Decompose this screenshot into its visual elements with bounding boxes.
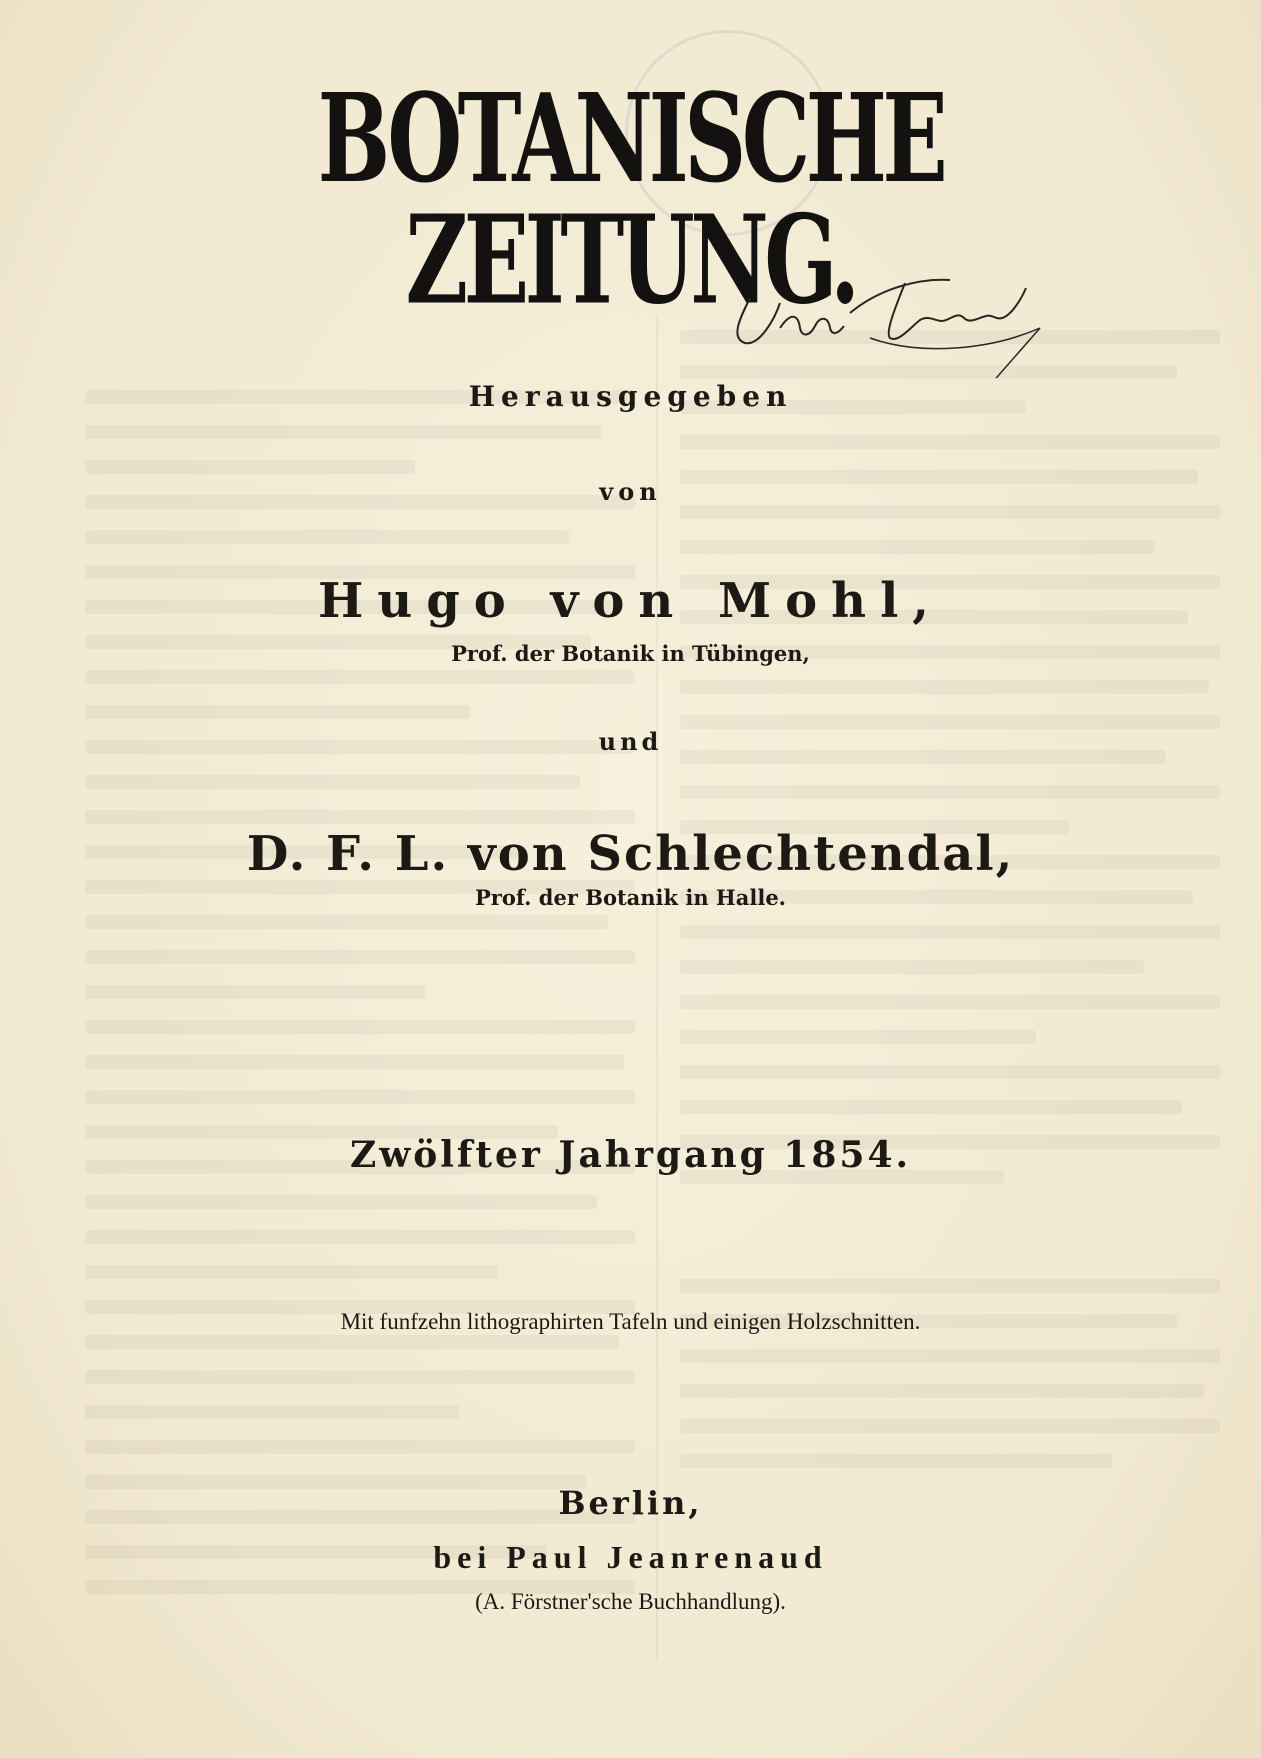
volume-year: Zwölfter Jahrgang 1854. [349,1134,912,1176]
editor-1-name: Hugo von Mohl, [317,573,944,629]
editor-2-name: D. F. L. von Schlechtendal, [246,826,1015,882]
edited-by-label: Herausgegeben [468,380,793,413]
imprint-city: Berlin, [558,1484,703,1522]
editor-1-title: Prof. der Botanik in Tübingen, [451,641,810,666]
editor-2-title: Prof. der Botanik in Halle. [475,885,786,910]
journal-title: BOTANISCHE ZEITUNG. [317,67,944,333]
imprint-publisher: bei Paul Jeanrenaud [433,1539,828,1575]
illustrations-note: Mit funfzehn lithographirten Tafeln und einigen Holzschnitten. [340,1309,921,1334]
von-label: von [599,477,662,506]
und-label: und [598,727,663,756]
bleed-through-divider [656,315,658,1660]
imprint-firm: (A. Förstner'sche Buchhandlung). [475,1589,786,1614]
handwritten-signature [720,258,1060,378]
